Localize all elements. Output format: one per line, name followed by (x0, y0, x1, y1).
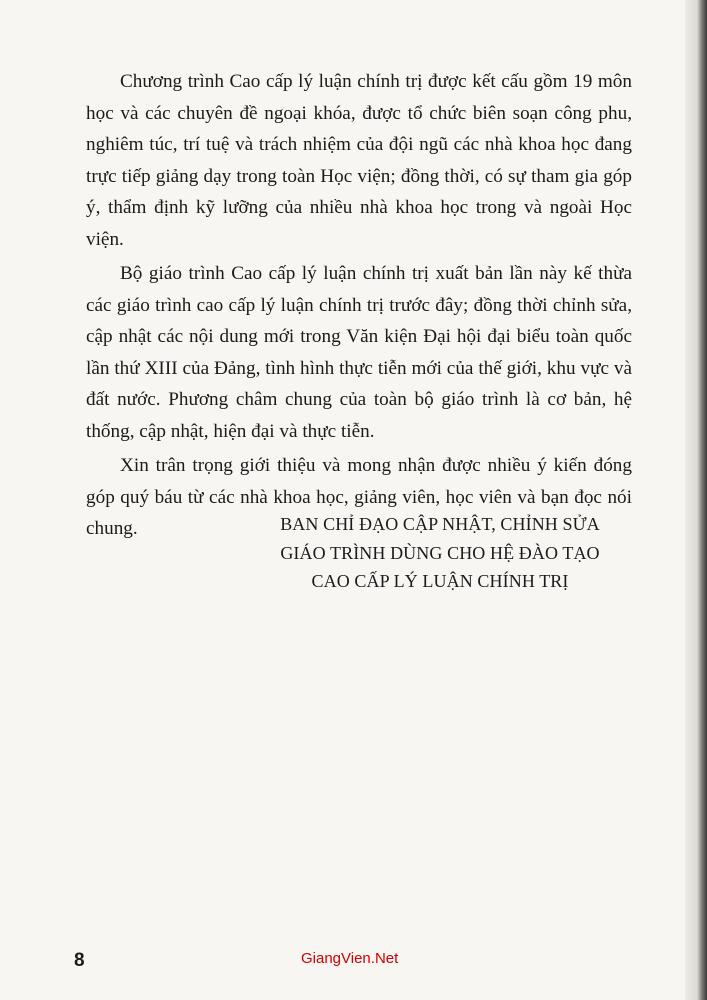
signature-block (240, 510, 640, 596)
watermark-text: GiangVien.Net (301, 950, 399, 967)
page-number: 8 (74, 950, 85, 971)
paragraph-closing: Xin trân trọng giới thiệu và mong nhận được nhiều ý kiến đóng góp quý báu từ các nhà khoa học, giảng viên, học viên và bạn đọc nói chung. (86, 455, 632, 539)
signature-line-1: BAN CHỈ ĐẠO CẬP NHẬT, CHỈNH SỬA (280, 514, 600, 534)
signature-line-2: GIÁO TRÌNH DÙNG CHO HỆ ĐÀO TẠO (280, 542, 600, 563)
page-binding-edge (685, 0, 707, 1000)
signature-line-3: CAO CẤP LÝ LUẬN CHÍNH TRỊ (311, 571, 569, 591)
paragraph-program-structure: Chương trình Cao cấp lý luận chính trị được kết cấu gồm 19 môn học và các chuyên đề ngoại khóa, được tổ chức biên soạn công phu, nghiêm túc, trí tuệ và trách nhiệm của đội ngũ các nhà khoa học đang trực tiếp giảng dạy trong toàn Học viện; đồng thời, có sự tham gia góp ý, thẩm định kỹ lưỡng của nhiều nhà khoa học trong và ngoài Học viện. (86, 71, 632, 250)
paragraph-textbook-edition: Bộ giáo trình Cao cấp lý luận chính trị xuất bản lần này kế thừa các giáo trình cao cấp lý luận chính trị trước đây; đồng thời chỉnh sửa, cập nhật các nội dung mới trong Văn kiện Đại hội đại biểu toàn quốc lần thứ XIII của Đảng, tình hình thực tiễn mới của thế giới, khu vực và đất nước. Phương châm chung của toàn bộ giáo trình là cơ bản, hệ thống, cập nhật, hiện đại và thực tiễn. (86, 263, 632, 442)
document-body (86, 66, 632, 548)
